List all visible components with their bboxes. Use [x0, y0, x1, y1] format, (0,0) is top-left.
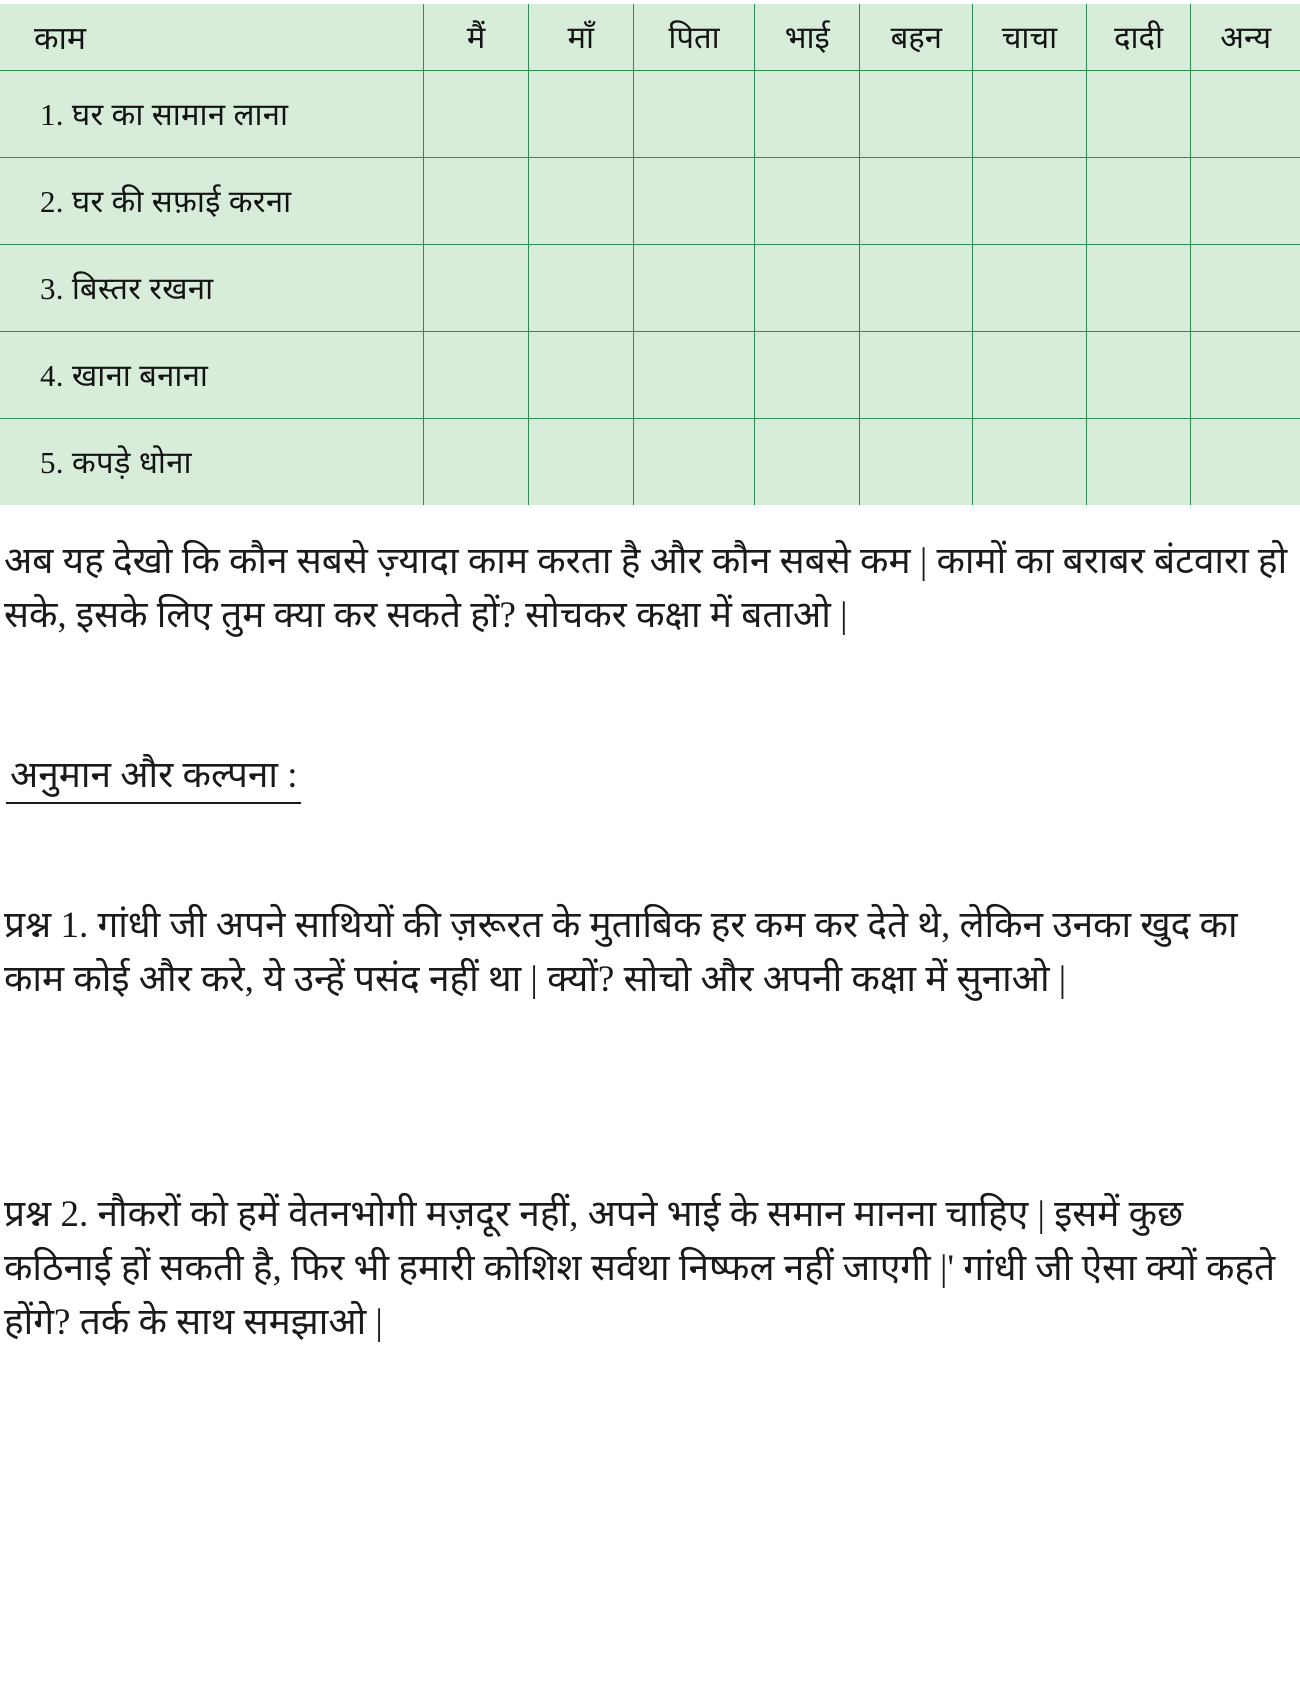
task-label-2: 2. घर की सफ़ाई करना — [0, 158, 424, 245]
task-label-3: 3. बिस्तर रखना — [0, 245, 424, 332]
section-heading-row — [0, 750, 1300, 804]
question-2: प्रश्न 2. नौकरों को हमें वेतनभोगी मज़दूर नहीं, अपने भाई के समान मानना चाहिए | इसमें कुछ कठिनाई हों सकती है, फिर भी हमारी कोशिश सर्वथा निष्फल नहीं जाएगी |' गांधी जी ऐसा क्यों कहते होंगे? तर्क के साथ समझाओ | — [4, 1194, 1276, 1343]
table-row — [0, 71, 1300, 158]
table-row — [0, 245, 1300, 332]
spacer-before-heading — [0, 642, 1300, 750]
cell-2-0[interactable] — [424, 158, 529, 245]
question-1: प्रश्न 1. गांधी जी अपने साथियों की ज़रूरत के मुताबिक हर कम कर देते थे, लेकिन उनका खुद का काम कोई और करे, ये उन्हें पसंद नहीं था | क्यों? सोचो और अपनी कक्षा में सुनाओ | — [4, 905, 1238, 1000]
cell-1-6[interactable] — [1086, 71, 1191, 158]
table-header-row — [0, 4, 1300, 71]
cell-4-4[interactable] — [860, 332, 973, 419]
cell-3-3[interactable] — [755, 245, 860, 332]
cell-4-7[interactable] — [1191, 332, 1300, 419]
spacer-after-table — [0, 505, 1300, 535]
cell-2-4[interactable] — [860, 158, 973, 245]
cell-1-4[interactable] — [860, 71, 973, 158]
cell-3-4[interactable] — [860, 245, 973, 332]
table-header-person-2: पिता — [633, 4, 755, 71]
task-label-5: 5. कपड़े धोना — [0, 419, 424, 506]
cell-2-6[interactable] — [1086, 158, 1191, 245]
cell-1-1[interactable] — [528, 71, 633, 158]
spacer-before-question-1 — [0, 804, 1300, 862]
cell-3-1[interactable] — [528, 245, 633, 332]
spacer-before-question-2 — [0, 1043, 1300, 1151]
cell-1-7[interactable] — [1191, 71, 1300, 158]
cell-2-3[interactable] — [755, 158, 860, 245]
cell-2-7[interactable] — [1191, 158, 1300, 245]
table-row — [0, 419, 1300, 506]
task-label-4: 4. खाना बनाना — [0, 332, 424, 419]
cell-5-2[interactable] — [633, 419, 755, 506]
chores-table — [0, 4, 1300, 505]
cell-4-1[interactable] — [528, 332, 633, 419]
cell-1-0[interactable] — [424, 71, 529, 158]
chores-table-container — [0, 4, 1300, 505]
table-header-person-4: बहन — [860, 4, 973, 71]
table-row — [0, 332, 1300, 419]
cell-5-1[interactable] — [528, 419, 633, 506]
table-header-person-3: भाई — [755, 4, 860, 71]
cell-1-2[interactable] — [633, 71, 755, 158]
cell-1-3[interactable] — [755, 71, 860, 158]
cell-2-2[interactable] — [633, 158, 755, 245]
cell-5-6[interactable] — [1086, 419, 1191, 506]
cell-5-5[interactable] — [973, 419, 1086, 506]
table-header-person-1: माँ — [528, 4, 633, 71]
cell-3-0[interactable] — [424, 245, 529, 332]
cell-4-6[interactable] — [1086, 332, 1191, 419]
cell-4-0[interactable] — [424, 332, 529, 419]
cell-5-4[interactable] — [860, 419, 973, 506]
cell-3-5[interactable] — [973, 245, 1086, 332]
table-header-person-0: मैं — [424, 4, 529, 71]
cell-5-0[interactable] — [424, 419, 529, 506]
cell-2-1[interactable] — [528, 158, 633, 245]
cell-1-5[interactable] — [973, 71, 1086, 158]
table-header-task: काम — [0, 4, 424, 71]
cell-5-7[interactable] — [1191, 419, 1300, 506]
cell-4-5[interactable] — [973, 332, 1086, 419]
table-header-person-5: चाचा — [973, 4, 1086, 71]
cell-2-5[interactable] — [973, 158, 1086, 245]
cell-4-3[interactable] — [755, 332, 860, 419]
task-label-1: 1. घर का सामान लाना — [0, 71, 424, 158]
table-row — [0, 158, 1300, 245]
cell-3-7[interactable] — [1191, 245, 1300, 332]
cell-3-2[interactable] — [633, 245, 755, 332]
table-header-person-6: दादी — [1086, 4, 1191, 71]
page-title: अनुमान और कल्पना : — [6, 750, 301, 804]
table-header-person-7: अन्य — [1191, 4, 1300, 71]
intro-paragraph: अब यह देखो कि कौन सबसे ज़्यादा काम करता है और कौन सबसे कम | कामों का बराबर बंटवारा हो सके, इसके लिए तुम क्या कर सकते हों? सोचकर कक्षा में बताओ | — [4, 541, 1288, 636]
cell-5-3[interactable] — [755, 419, 860, 506]
cell-4-2[interactable] — [633, 332, 755, 419]
cell-3-6[interactable] — [1086, 245, 1191, 332]
